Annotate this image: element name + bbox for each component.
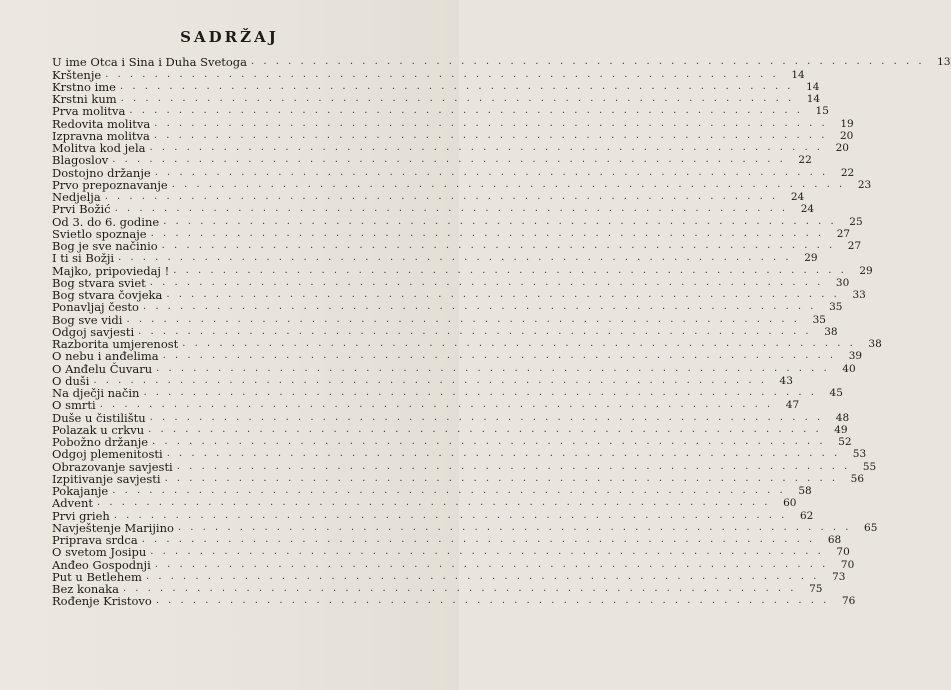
toc-entry-title: Obrazovanje savjesti <box>52 459 173 474</box>
dot-leader: . . . . . . . . . . . . . . . . . . . . . . . . . . . . . . . . . . . . . . . . . . . . . . . . . . . . . . . <box>152 436 826 447</box>
dot-leader: . . . . . . . . . . . . . . . . . . . . . . . . . . . . . . . . . . . . . . . . . . . . . . . . . . . . . . . <box>173 264 847 276</box>
toc-entry-title: Bog stvara sviet <box>52 275 146 290</box>
toc-entry-page-number: 53 <box>852 448 867 461</box>
toc-entry-page-number: 52 <box>838 436 852 448</box>
dot-leader: . . . . . . . . . . . . . . . . . . . . . . . . . . . . . . . . . . . . . . . . . . . . . . . . . . . . . . . <box>93 374 767 386</box>
dot-leader: . . . . . . . . . . . . . . . . . . . . . . . . . . . . . . . . . . . . . . . . . . . . . . . . . . . . . . . <box>163 215 837 227</box>
dot-leader: . . . . . . . . . . . . . . . . . . . . . . . . . . . . . . . . . . . . . . . . . . . . . . . . . . . . . . . <box>138 325 812 337</box>
toc-entry-page-number: 27 <box>847 240 862 252</box>
toc-entry-page-number: 40 <box>842 362 856 375</box>
toc-entry-page-number: 22 <box>798 154 812 167</box>
toc-entry-page-number: 70 <box>836 546 850 559</box>
toc-entry-title: Nedjelja <box>52 190 101 204</box>
toc-entry <box>52 79 820 94</box>
dot-leader: . . . . . . . . . . . . . . . . . . . . . . . . . . . . . . . . . . . . . . . . . . . . . . . . . . . . . . . <box>171 178 846 190</box>
dot-leader: . . . . . . . . . . . . . . . . . . . . . . . . . . . . . . . . . . . . . . . . . . . . . . . . . . . . . . . <box>118 252 792 264</box>
toc-entry <box>52 545 850 560</box>
toc-entry-page-number: 24 <box>800 203 815 216</box>
toc-entry <box>52 116 854 131</box>
toc-entry-page-number: 27 <box>836 227 851 240</box>
toc-entry <box>52 67 805 82</box>
toc-entry-page-number: 24 <box>790 191 805 203</box>
toc-entry-page-number: 22 <box>840 166 855 179</box>
toc-entry-page-number: 30 <box>835 276 850 289</box>
toc-entry-page-number: 35 <box>829 301 843 314</box>
toc-entry-title: Molitva kod jela <box>52 141 146 155</box>
toc-entry <box>52 275 850 290</box>
toc-entry-page-number: 56 <box>850 472 865 485</box>
toc-entry <box>52 386 843 400</box>
dot-leader: . . . . . . . . . . . . . . . . . . . . . . . . . . . . . . . . . . . . . . . . . . . . . . . . . . . . . . . <box>177 521 852 533</box>
toc-entry-page-number: 65 <box>864 521 878 534</box>
toc-entry-title: Krstni kum <box>52 92 117 106</box>
toc-entry <box>52 104 829 119</box>
toc-entry-title: Rođenje Kristovo <box>52 594 152 609</box>
toc-entry <box>52 300 843 315</box>
dot-leader: . . . . . . . . . . . . . . . . . . . . . . . . . . . . . . . . . . . . . . . . . . . . . . . . . . . . . . . <box>149 411 824 423</box>
toc-entry-title: O svetom Josipu <box>52 545 147 560</box>
toc-entry-title: Redovita molitva <box>52 116 151 131</box>
page-title: SADRŽAJ <box>180 28 279 46</box>
dot-leader: . . . . . . . . . . . . . . . . . . . . . . . . . . . . . . . . . . . . . . . . . . . . . . . . . . . . . . . <box>164 472 839 484</box>
toc-entry <box>52 324 838 339</box>
toc-entry <box>52 520 878 535</box>
toc-entry-title: Anđeo Gospodnji <box>52 557 151 572</box>
dot-leader: . . . . . . . . . . . . . . . . . . . . . . . . . . . . . . . . . . . . . . . . . . . . . . . . . . . . . . . <box>122 583 797 594</box>
toc-entry <box>52 202 815 217</box>
toc-entry-page-number: 58 <box>798 485 812 497</box>
toc-entry <box>52 361 856 376</box>
toc-entry <box>52 484 812 498</box>
dot-leader: . . . . . . . . . . . . . . . . . . . . . . . . . . . . . . . . . . . . . . . . . . . . . . . . . . . . . . . <box>99 399 774 411</box>
toc-entry-title: Bog stvara čovjeka <box>52 288 163 302</box>
toc-entry-title: Prvi grieh <box>52 508 110 523</box>
toc-entry <box>52 312 826 327</box>
toc-entry-title: Bog je sve načinio <box>52 239 158 253</box>
dot-leader: . . . . . . . . . . . . . . . . . . . . . . . . . . . . . . . . . . . . . . . . . . . . . . . . . . . . . . . <box>112 485 786 496</box>
toc-entry-page-number: 29 <box>859 264 873 277</box>
toc-entry-title: O smrti <box>52 398 96 413</box>
toc-entry <box>52 533 842 547</box>
toc-entry-title: Advent <box>52 496 93 511</box>
toc-entry-title: Odgoj plemenitosti <box>52 447 163 462</box>
toc-entry-page-number: 33 <box>852 289 866 301</box>
toc-entry <box>52 165 855 180</box>
toc-entry-page-number: 62 <box>799 509 814 522</box>
toc-entry-page-number: 13 <box>937 56 951 69</box>
toc-entry <box>52 447 867 462</box>
dot-leader: . . . . . . . . . . . . . . . . . . . . . . . . . . . . . . . . . . . . . . . . . . . . . . . . . . . . . . . <box>141 534 816 545</box>
toc-entry-page-number: 68 <box>827 534 842 546</box>
toc-entry-page-number: 19 <box>840 117 854 130</box>
toc-entry-title: O nebu i anđelima <box>52 349 159 364</box>
toc-entry <box>52 288 866 302</box>
dot-leader: . . . . . . . . . . . . . . . . . . . . . . . . . . . . . . . . . . . . . . . . . . . . . . . . . . . . . . . <box>149 142 823 153</box>
dot-leader: . . . . . . . . . . . . . . . . . . . . . . . . . . . . . . . . . . . . . . . . . . . . . . . . . . . . . . . <box>143 387 817 398</box>
dot-leader: . . . . . . . . . . . . . . . . . . . . . . . . . . . . . . . . . . . . . . . . . . . . . . . . . . . . . . . <box>176 460 851 472</box>
toc-entry <box>52 177 872 192</box>
toc-entry-page-number: 48 <box>835 411 850 424</box>
dot-leader: . . . . . . . . . . . . . . . . . . . . . . . . . . . . . . . . . . . . . . . . . . . . . . . . . . . . . . . <box>145 570 820 582</box>
toc-entry <box>52 263 873 278</box>
toc-entry-page-number: 15 <box>815 105 829 118</box>
dot-leader: . . . . . . . . . . . . . . . . . . . . . . . . . . . . . . . . . . . . . . . . . . . . . . . . . . . . . . . <box>104 191 779 202</box>
toc-entry-title: O duši <box>52 373 90 388</box>
toc-entry-title: I ti si Božji <box>52 251 115 266</box>
dot-leader: . . . . . . . . . . . . . . . . . . . . . . . . . . . . . . . . . . . . . . . . . . . . . . . . . . . . . . . <box>251 56 925 68</box>
toc-entry <box>52 349 863 364</box>
toc-entry <box>52 226 851 241</box>
dot-leader: . . . . . . . . . . . . . . . . . . . . . . . . . . . . . . . . . . . . . . . . . . . . . . . . . . . . . . . <box>112 154 786 166</box>
toc-entry <box>52 190 805 204</box>
toc-entry-page-number: 23 <box>857 178 872 191</box>
toc-entry-page-number: 75 <box>809 583 823 595</box>
toc-entry <box>52 251 818 266</box>
toc-entry <box>52 496 797 511</box>
toc-entry-page-number: 14 <box>806 80 820 93</box>
dot-leader: . . . . . . . . . . . . . . . . . . . . . . . . . . . . . . . . . . . . . . . . . . . . . . . . . . . . . . . <box>154 558 829 570</box>
toc-entry-page-number: 38 <box>824 325 838 338</box>
toc-entry-title: Bez konaka <box>52 582 119 596</box>
toc-entry-title: Pokajanje <box>52 484 109 498</box>
dot-leader: . . . . . . . . . . . . . . . . . . . . . . . . . . . . . . . . . . . . . . . . . . . . . . . . . . . . . . . <box>120 93 795 104</box>
dot-leader: . . . . . . . . . . . . . . . . . . . . . . . . . . . . . . . . . . . . . . . . . . . . . . . . . . . . . . . <box>166 289 840 300</box>
dot-leader: . . . . . . . . . . . . . . . . . . . . . . . . . . . . . . . . . . . . . . . . . . . . . . . . . . . . . . . <box>154 117 828 129</box>
toc-entry-title: Polazak u crkvu <box>52 422 145 437</box>
toc-entry-title: Prvo prepoznavanje <box>52 177 168 192</box>
dot-leader: . . . . . . . . . . . . . . . . . . . . . . . . . . . . . . . . . . . . . . . . . . . . . . . . . . . . . . . <box>182 338 856 349</box>
dot-leader: . . . . . . . . . . . . . . . . . . . . . . . . . . . . . . . . . . . . . . . . . . . . . . . . . . . . . . . <box>129 105 803 117</box>
toc-entry <box>52 508 814 523</box>
toc-entry <box>52 373 793 388</box>
dot-leader: . . . . . . . . . . . . . . . . . . . . . . . . . . . . . . . . . . . . . . . . . . . . . . . . . . . . . . . <box>114 203 789 215</box>
dot-leader: . . . . . . . . . . . . . . . . . . . . . . . . . . . . . . . . . . . . . . . . . . . . . . . . . . . . . . . <box>126 313 800 325</box>
toc-entry <box>52 435 852 449</box>
toc-entry <box>52 422 848 437</box>
toc-entry <box>52 141 849 155</box>
toc-entry-title: Blagoslov <box>52 153 109 168</box>
toc-entry-page-number: 20 <box>840 129 854 142</box>
toc-entry <box>52 410 850 425</box>
dot-leader: . . . . . . . . . . . . . . . . . . . . . . . . . . . . . . . . . . . . . . . . . . . . . . . . . . . . . . . <box>97 497 771 509</box>
toc-entry-page-number: 43 <box>779 374 793 387</box>
toc-entry-title: Dostojno držanje <box>52 165 151 180</box>
toc-entry-title: Navještenje Marijino <box>52 520 174 535</box>
toc-entry <box>52 128 854 143</box>
toc-entry-title: Ponavljaj često <box>52 300 139 315</box>
toc-entry-title: Izpitivanje savjesti <box>52 471 161 486</box>
toc-entry-title: Priprava srdca <box>52 533 138 547</box>
toc-entry-title: Bog sve vidi <box>52 312 123 327</box>
dot-leader: . . . . . . . . . . . . . . . . . . . . . . . . . . . . . . . . . . . . . . . . . . . . . . . . . . . . . . . <box>149 276 824 288</box>
toc-entry <box>52 239 862 253</box>
toc-entry-page-number: 55 <box>862 460 877 473</box>
toc-entry-page-number: 14 <box>791 68 805 81</box>
toc-entry-page-number: 47 <box>785 399 800 412</box>
toc-entry <box>52 459 877 474</box>
toc-entry <box>52 557 855 572</box>
dot-leader: . . . . . . . . . . . . . . . . . . . . . . . . . . . . . . . . . . . . . . . . . . . . . . . . . . . . . . . <box>150 227 825 239</box>
dot-leader: . . . . . . . . . . . . . . . . . . . . . . . . . . . . . . . . . . . . . . . . . . . . . . . . . . . . . . . <box>105 68 779 80</box>
toc-entry <box>52 594 856 609</box>
toc-entry-page-number: 29 <box>804 252 818 265</box>
toc-entry-page-number: 60 <box>783 497 797 510</box>
toc-entry-title: Krstno ime <box>52 79 116 94</box>
toc-entry-page-number: 49 <box>834 423 848 436</box>
toc-entry <box>52 337 882 351</box>
toc-entry-title: Odgoj savjesti <box>52 324 135 339</box>
toc-entry <box>52 55 951 70</box>
dot-leader: . . . . . . . . . . . . . . . . . . . . . . . . . . . . . . . . . . . . . . . . . . . . . . . . . . . . . . . <box>153 129 828 141</box>
dot-leader: . . . . . . . . . . . . . . . . . . . . . . . . . . . . . . . . . . . . . . . . . . . . . . . . . . . . . . . <box>155 595 830 607</box>
dot-leader: . . . . . . . . . . . . . . . . . . . . . . . . . . . . . . . . . . . . . . . . . . . . . . . . . . . . . . . <box>161 240 836 251</box>
toc-entry-page-number: 45 <box>829 387 843 399</box>
toc-entry-title: Prva molitva <box>52 104 126 119</box>
dot-leader: . . . . . . . . . . . . . . . . . . . . . . . . . . . . . . . . . . . . . . . . . . . . . . . . . . . . . . . <box>142 301 817 313</box>
dot-leader: . . . . . . . . . . . . . . . . . . . . . . . . . . . . . . . . . . . . . . . . . . . . . . . . . . . . . . . <box>150 546 824 558</box>
toc-entry-page-number: 20 <box>835 142 849 154</box>
toc-entry-title: Od 3. do 6. godine <box>52 214 160 229</box>
toc-entry-title: Na dječji način <box>52 386 140 400</box>
toc-entry <box>52 92 821 106</box>
toc-entry-title: Majko, pripoviedaj ! <box>52 263 170 278</box>
toc-entry-title: Put u Betlehem <box>52 569 142 584</box>
toc-entry-page-number: 25 <box>849 215 863 228</box>
toc-entry-page-number: 73 <box>832 570 846 583</box>
dot-leader: . . . . . . . . . . . . . . . . . . . . . . . . . . . . . . . . . . . . . . . . . . . . . . . . . . . . . . . <box>156 362 830 374</box>
toc-entry-title: O Anđelu Čuvaru <box>52 361 153 376</box>
toc-entry <box>52 582 823 596</box>
toc-entry-page-number: 14 <box>806 93 821 105</box>
toc-entry-title: Svietlo spoznaje <box>52 226 147 241</box>
dot-leader: . . . . . . . . . . . . . . . . . . . . . . . . . . . . . . . . . . . . . . . . . . . . . . . . . . . . . . . <box>113 509 788 521</box>
dot-leader: . . . . . . . . . . . . . . . . . . . . . . . . . . . . . . . . . . . . . . . . . . . . . . . . . . . . . . . <box>154 166 829 178</box>
toc-entry-title: Izpravna molitva <box>52 128 150 143</box>
toc-entry <box>52 214 863 229</box>
toc-entry <box>52 471 865 486</box>
toc-entry-title: Razborita umjerenost <box>52 337 179 351</box>
dot-leader: . . . . . . . . . . . . . . . . . . . . . . . . . . . . . . . . . . . . . . . . . . . . . . . . . . . . . . . <box>166 448 841 460</box>
table-of-contents <box>52 55 951 609</box>
toc-entry-page-number: 76 <box>841 595 856 608</box>
toc-entry-page-number: 38 <box>868 338 882 350</box>
toc-entry-title: Pobožno držanje <box>52 435 149 449</box>
toc-entry <box>52 398 800 413</box>
toc-entry <box>52 153 812 168</box>
dot-leader: . . . . . . . . . . . . . . . . . . . . . . . . . . . . . . . . . . . . . . . . . . . . . . . . . . . . . . . <box>162 350 837 362</box>
toc-entry-page-number: 39 <box>848 350 863 363</box>
toc-entry-title: U ime Otca i Sina i Duha Svetoga <box>52 55 248 70</box>
toc-entry-page-number: 35 <box>812 313 826 326</box>
toc-entry-title: Krštenje <box>52 67 102 82</box>
dot-leader: . . . . . . . . . . . . . . . . . . . . . . . . . . . . . . . . . . . . . . . . . . . . . . . . . . . . . . . <box>148 423 822 435</box>
toc-entry-title: Prvi Božić <box>52 202 111 217</box>
toc-entry-page-number: 70 <box>840 558 855 571</box>
dot-leader: . . . . . . . . . . . . . . . . . . . . . . . . . . . . . . . . . . . . . . . . . . . . . . . . . . . . . . . <box>120 80 794 92</box>
toc-entry <box>52 569 846 584</box>
toc-entry-title: Duše u čistilištu <box>52 410 146 425</box>
